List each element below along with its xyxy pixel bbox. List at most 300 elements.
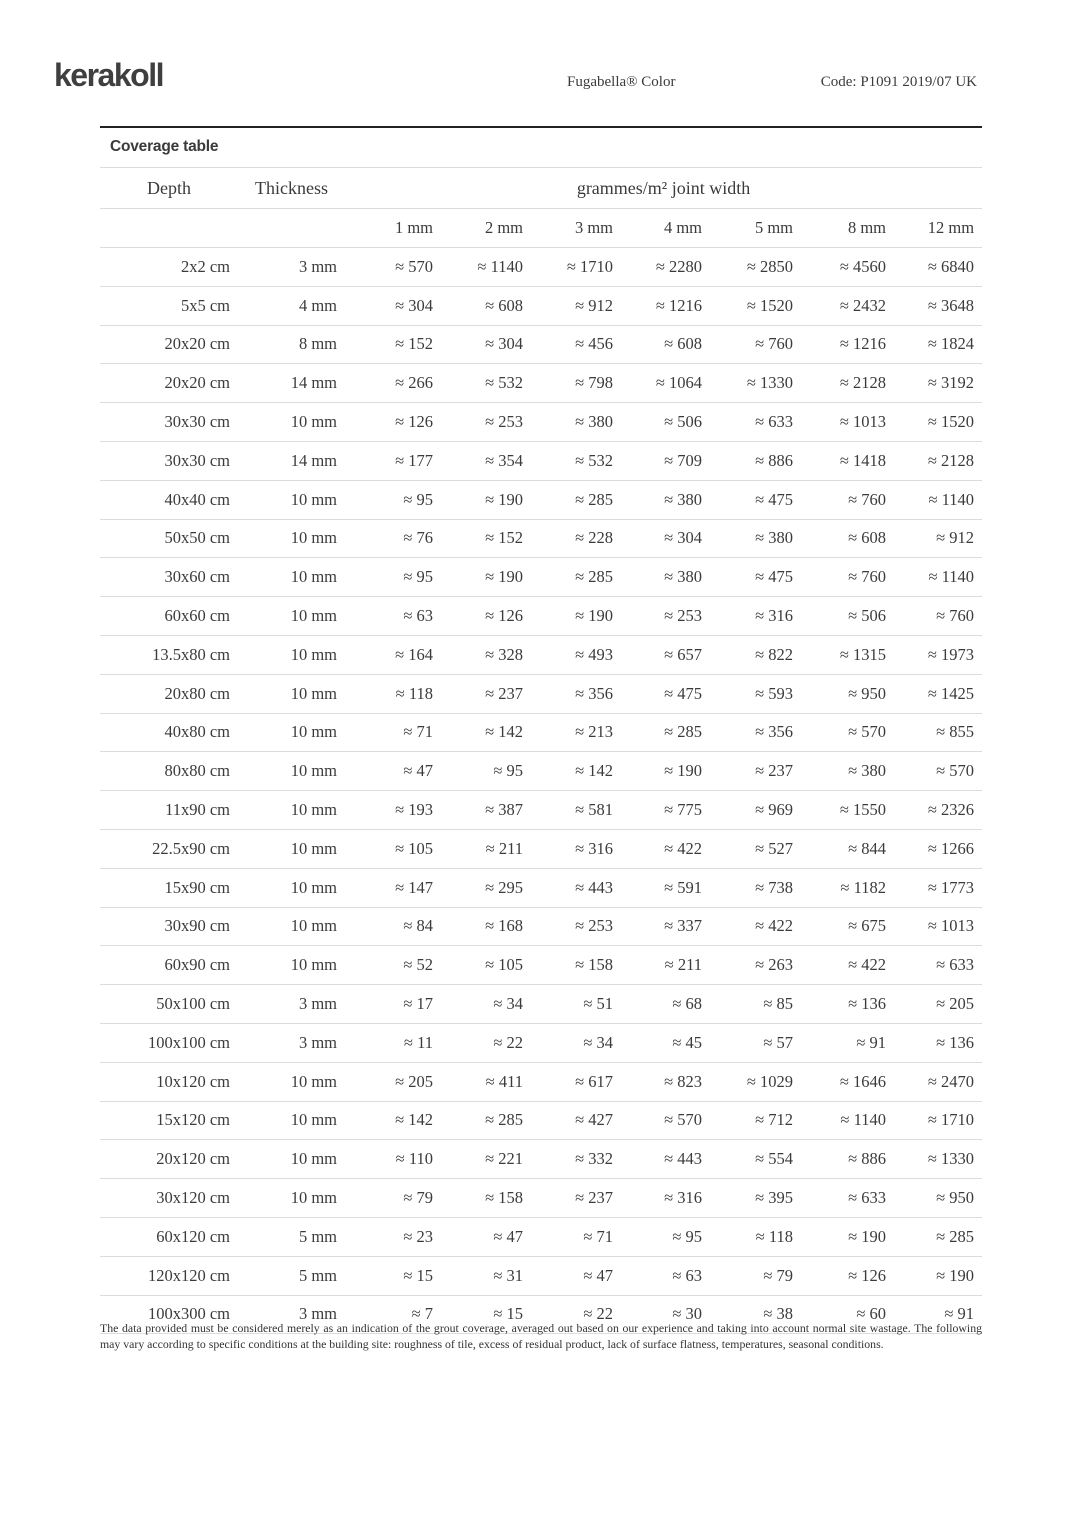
coverage-value-cell: ≈ 79 [345,1179,441,1218]
coverage-value-cell: ≈ 158 [531,946,621,985]
coverage-value-cell: ≈ 1029 [710,1062,801,1101]
col-header-5mm: 5 mm [710,209,801,248]
coverage-value-cell: ≈ 443 [621,1140,710,1179]
coverage-value-cell: ≈ 304 [441,325,531,364]
coverage-value-cell: ≈ 886 [710,441,801,480]
coverage-value-cell: ≈ 1182 [801,868,894,907]
coverage-value-cell: ≈ 422 [621,829,710,868]
coverage-value-cell: ≈ 1520 [894,403,982,442]
table-row [100,868,982,907]
coverage-value-cell: ≈ 52 [345,946,441,985]
depth-cell: 100x100 cm [100,1023,238,1062]
coverage-value-cell: ≈ 105 [441,946,531,985]
coverage-value-cell: ≈ 912 [894,519,982,558]
coverage-value-cell: ≈ 760 [801,480,894,519]
coverage-value-cell: ≈ 91 [894,1295,982,1334]
empty-header-cell [100,209,238,248]
coverage-value-cell: ≈ 71 [531,1217,621,1256]
coverage-value-cell: ≈ 190 [894,1256,982,1295]
coverage-value-cell: ≈ 633 [801,1179,894,1218]
coverage-value-cell: ≈ 63 [621,1256,710,1295]
coverage-value-cell: ≈ 205 [345,1062,441,1101]
coverage-value-cell: ≈ 1773 [894,868,982,907]
coverage-value-cell: ≈ 1140 [894,558,982,597]
coverage-value-cell: ≈ 304 [345,286,441,325]
coverage-value-cell: ≈ 608 [441,286,531,325]
depth-cell: 40x80 cm [100,713,238,752]
coverage-value-cell: ≈ 2432 [801,286,894,325]
coverage-value-cell: ≈ 285 [531,558,621,597]
thickness-cell: 10 mm [238,1140,345,1179]
thickness-cell: 10 mm [238,907,345,946]
depth-cell: 30x120 cm [100,1179,238,1218]
coverage-value-cell: ≈ 1140 [801,1101,894,1140]
thickness-cell: 10 mm [238,674,345,713]
kerakoll-logo: kerakoll [54,57,163,93]
depth-cell: 22.5x90 cm [100,829,238,868]
coverage-value-cell: ≈ 532 [441,364,531,403]
coverage-value-cell: ≈ 4560 [801,248,894,287]
coverage-value-cell: ≈ 168 [441,907,531,946]
coverage-value-cell: ≈ 126 [441,597,531,636]
coverage-value-cell: ≈ 3192 [894,364,982,403]
coverage-value-cell: ≈ 253 [441,403,531,442]
coverage-value-cell: ≈ 253 [531,907,621,946]
coverage-value-cell: ≈ 228 [531,519,621,558]
coverage-value-cell: ≈ 844 [801,829,894,868]
thickness-cell: 14 mm [238,441,345,480]
coverage-value-cell: ≈ 177 [345,441,441,480]
coverage-value-cell: ≈ 15 [441,1295,531,1334]
coverage-value-cell: ≈ 22 [531,1295,621,1334]
coverage-value-cell: ≈ 30 [621,1295,710,1334]
table-row [100,286,982,325]
coverage-value-cell: ≈ 142 [345,1101,441,1140]
coverage-value-cell: ≈ 152 [441,519,531,558]
coverage-value-cell: ≈ 95 [345,558,441,597]
coverage-value-cell: ≈ 45 [621,1023,710,1062]
footnote: The data provided must be considered merely as an indication of the grout coverage, averaged out based on our experience and taking into account normal site wastage. The following may vary according to specific conditions at the building site: roughness of tile, excess of residual product, lack of surface flatness, temperatures, seasonal conditions. [100,1321,982,1351]
coverage-value-cell: ≈ 253 [621,597,710,636]
thickness-cell: 14 mm [238,364,345,403]
depth-cell: 11x90 cm [100,791,238,830]
coverage-value-cell: ≈ 95 [345,480,441,519]
coverage-value-cell: ≈ 617 [531,1062,621,1101]
coverage-value-cell: ≈ 411 [441,1062,531,1101]
coverage-value-cell: ≈ 285 [621,713,710,752]
table-row [100,829,982,868]
thickness-cell: 10 mm [238,791,345,830]
thickness-cell: 10 mm [238,558,345,597]
coverage-value-cell: ≈ 190 [441,558,531,597]
col-header-8mm: 8 mm [801,209,894,248]
coverage-value-cell: ≈ 237 [441,674,531,713]
col-header-depth: Depth [100,168,238,209]
thickness-cell: 10 mm [238,635,345,674]
table-row [100,1140,982,1179]
coverage-value-cell: ≈ 1315 [801,635,894,674]
table-row [100,985,982,1024]
table-row [100,791,982,830]
coverage-value-cell: ≈ 76 [345,519,441,558]
coverage-value-cell: ≈ 657 [621,635,710,674]
depth-cell: 50x50 cm [100,519,238,558]
empty-header-cell [238,209,345,248]
table-header-row-widths [100,209,982,248]
thickness-cell: 3 mm [238,985,345,1024]
coverage-value-cell: ≈ 950 [894,1179,982,1218]
coverage-value-cell: ≈ 263 [710,946,801,985]
thickness-cell: 10 mm [238,597,345,636]
table-row [100,635,982,674]
coverage-value-cell: ≈ 136 [801,985,894,1024]
coverage-value-cell: ≈ 85 [710,985,801,1024]
coverage-value-cell: ≈ 213 [531,713,621,752]
coverage-value-cell: ≈ 328 [441,635,531,674]
coverage-value-cell: ≈ 211 [621,946,710,985]
coverage-value-cell: ≈ 31 [441,1256,531,1295]
coverage-value-cell: ≈ 1013 [801,403,894,442]
coverage-value-cell: ≈ 475 [710,558,801,597]
table-row [100,1179,982,1218]
coverage-value-cell: ≈ 591 [621,868,710,907]
coverage-value-cell: ≈ 554 [710,1140,801,1179]
depth-cell: 20x120 cm [100,1140,238,1179]
coverage-value-cell: ≈ 475 [621,674,710,713]
table-row [100,558,982,597]
thickness-cell: 10 mm [238,829,345,868]
coverage-value-cell: ≈ 237 [531,1179,621,1218]
coverage-value-cell: ≈ 506 [801,597,894,636]
depth-cell: 2x2 cm [100,248,238,287]
depth-cell: 60x90 cm [100,946,238,985]
document-code: Code: P1091 2019/07 UK [820,74,977,90]
coverage-value-cell: ≈ 380 [801,752,894,791]
depth-cell: 30x90 cm [100,907,238,946]
table-title: Coverage table [100,128,982,168]
coverage-value-cell: ≈ 22 [441,1023,531,1062]
coverage-value-cell: ≈ 285 [441,1101,531,1140]
coverage-value-cell: ≈ 316 [710,597,801,636]
table-row [100,674,982,713]
depth-cell: 100x300 cm [100,1295,238,1334]
coverage-table [100,168,982,1334]
coverage-value-cell: ≈ 427 [531,1101,621,1140]
coverage-value-cell: ≈ 380 [621,480,710,519]
coverage-value-cell: ≈ 147 [345,868,441,907]
table-row [100,403,982,442]
col-header-12mm: 12 mm [894,209,982,248]
depth-cell: 60x60 cm [100,597,238,636]
depth-cell: 30x60 cm [100,558,238,597]
coverage-value-cell: ≈ 1520 [710,286,801,325]
table-row [100,519,982,558]
thickness-cell: 10 mm [238,480,345,519]
coverage-value-cell: ≈ 760 [894,597,982,636]
coverage-value-cell: ≈ 969 [710,791,801,830]
coverage-value-cell: ≈ 7 [345,1295,441,1334]
table-row [100,441,982,480]
coverage-value-cell: ≈ 38 [710,1295,801,1334]
coverage-value-cell: ≈ 295 [441,868,531,907]
coverage-value-cell: ≈ 1550 [801,791,894,830]
coverage-value-cell: ≈ 1140 [894,480,982,519]
coverage-value-cell: ≈ 23 [345,1217,441,1256]
table-row [100,1101,982,1140]
coverage-value-cell: ≈ 110 [345,1140,441,1179]
depth-cell: 13.5x80 cm [100,635,238,674]
coverage-value-cell: ≈ 443 [531,868,621,907]
coverage-value-cell: ≈ 1418 [801,441,894,480]
coverage-table-section [100,126,982,1334]
coverage-value-cell: ≈ 608 [801,519,894,558]
coverage-value-cell: ≈ 608 [621,325,710,364]
coverage-value-cell: ≈ 79 [710,1256,801,1295]
coverage-value-cell: ≈ 822 [710,635,801,674]
table-row [100,907,982,946]
col-header-2mm: 2 mm [441,209,531,248]
coverage-value-cell: ≈ 164 [345,635,441,674]
depth-cell: 60x120 cm [100,1217,238,1256]
coverage-value-cell: ≈ 57 [710,1023,801,1062]
coverage-value-cell: ≈ 356 [531,674,621,713]
depth-cell: 20x80 cm [100,674,238,713]
coverage-value-cell: ≈ 912 [531,286,621,325]
coverage-value-cell: ≈ 950 [801,674,894,713]
thickness-cell: 3 mm [238,1023,345,1062]
coverage-value-cell: ≈ 17 [345,985,441,1024]
thickness-cell: 10 mm [238,1179,345,1218]
coverage-value-cell: ≈ 285 [531,480,621,519]
coverage-value-cell: ≈ 152 [345,325,441,364]
depth-cell: 20x20 cm [100,364,238,403]
coverage-value-cell: ≈ 1330 [710,364,801,403]
coverage-value-cell: ≈ 190 [441,480,531,519]
coverage-value-cell: ≈ 675 [801,907,894,946]
table-row [100,1217,982,1256]
coverage-value-cell: ≈ 47 [441,1217,531,1256]
coverage-value-cell: ≈ 60 [801,1295,894,1334]
table-row [100,480,982,519]
thickness-cell: 10 mm [238,1062,345,1101]
thickness-cell: 10 mm [238,752,345,791]
coverage-value-cell: ≈ 118 [710,1217,801,1256]
table-row [100,1062,982,1101]
coverage-value-cell: ≈ 709 [621,441,710,480]
coverage-value-cell: ≈ 633 [710,403,801,442]
depth-cell: 40x40 cm [100,480,238,519]
coverage-value-cell: ≈ 1140 [441,248,531,287]
thickness-cell: 10 mm [238,403,345,442]
coverage-value-cell: ≈ 886 [801,1140,894,1179]
coverage-value-cell: ≈ 395 [710,1179,801,1218]
table-row [100,325,982,364]
col-header-thickness: Thickness [238,168,345,209]
coverage-value-cell: ≈ 760 [801,558,894,597]
coverage-value-cell: ≈ 760 [710,325,801,364]
coverage-value-cell: ≈ 285 [894,1217,982,1256]
coverage-value-cell: ≈ 387 [441,791,531,830]
coverage-value-cell: ≈ 380 [621,558,710,597]
depth-cell: 30x30 cm [100,441,238,480]
coverage-value-cell: ≈ 47 [345,752,441,791]
coverage-value-cell: ≈ 266 [345,364,441,403]
table-row [100,1256,982,1295]
coverage-value-cell: ≈ 570 [621,1101,710,1140]
coverage-value-cell: ≈ 1710 [531,248,621,287]
coverage-value-cell: ≈ 190 [801,1217,894,1256]
coverage-value-cell: ≈ 136 [894,1023,982,1062]
coverage-value-cell: ≈ 1216 [801,325,894,364]
col-group-header-joint-width: grammes/m² joint width [345,168,982,209]
thickness-cell: 10 mm [238,1101,345,1140]
coverage-value-cell: ≈ 205 [894,985,982,1024]
coverage-value-cell: ≈ 71 [345,713,441,752]
depth-cell: 30x30 cm [100,403,238,442]
depth-cell: 80x80 cm [100,752,238,791]
coverage-value-cell: ≈ 237 [710,752,801,791]
coverage-value-cell: ≈ 532 [531,441,621,480]
table-row [100,1023,982,1062]
coverage-value-cell: ≈ 775 [621,791,710,830]
coverage-table-body [100,248,982,1334]
coverage-value-cell: ≈ 95 [441,752,531,791]
coverage-value-cell: ≈ 63 [345,597,441,636]
product-name: Fugabella® Color [567,74,676,90]
thickness-cell: 8 mm [238,325,345,364]
coverage-value-cell: ≈ 593 [710,674,801,713]
coverage-value-cell: ≈ 126 [345,403,441,442]
coverage-value-cell: ≈ 712 [710,1101,801,1140]
depth-cell: 50x100 cm [100,985,238,1024]
coverage-value-cell: ≈ 422 [801,946,894,985]
coverage-value-cell: ≈ 855 [894,713,982,752]
thickness-cell: 3 mm [238,1295,345,1334]
table-row [100,752,982,791]
coverage-value-cell: ≈ 211 [441,829,531,868]
thickness-cell: 4 mm [238,286,345,325]
depth-cell: 10x120 cm [100,1062,238,1101]
depth-cell: 15x120 cm [100,1101,238,1140]
table-row [100,946,982,985]
coverage-value-cell: ≈ 354 [441,441,531,480]
depth-cell: 15x90 cm [100,868,238,907]
coverage-value-cell: ≈ 51 [531,985,621,1024]
coverage-value-cell: ≈ 332 [531,1140,621,1179]
thickness-cell: 3 mm [238,248,345,287]
coverage-value-cell: ≈ 1646 [801,1062,894,1101]
table-row [100,713,982,752]
depth-cell: 5x5 cm [100,286,238,325]
coverage-value-cell: ≈ 1973 [894,635,982,674]
coverage-value-cell: ≈ 475 [710,480,801,519]
coverage-value-cell: ≈ 68 [621,985,710,1024]
coverage-value-cell: ≈ 6840 [894,248,982,287]
coverage-value-cell: ≈ 1266 [894,829,982,868]
coverage-value-cell: ≈ 34 [531,1023,621,1062]
coverage-value-cell: ≈ 1064 [621,364,710,403]
col-header-3mm: 3 mm [531,209,621,248]
table-row [100,364,982,403]
coverage-value-cell: ≈ 1330 [894,1140,982,1179]
coverage-value-cell: ≈ 15 [345,1256,441,1295]
coverage-value-cell: ≈ 798 [531,364,621,403]
coverage-value-cell: ≈ 304 [621,519,710,558]
coverage-value-cell: ≈ 316 [531,829,621,868]
coverage-value-cell: ≈ 456 [531,325,621,364]
thickness-cell: 5 mm [238,1256,345,1295]
coverage-value-cell: ≈ 118 [345,674,441,713]
coverage-value-cell: ≈ 2128 [894,441,982,480]
coverage-value-cell: ≈ 570 [345,248,441,287]
coverage-value-cell: ≈ 506 [621,403,710,442]
coverage-value-cell: ≈ 316 [621,1179,710,1218]
coverage-value-cell: ≈ 1013 [894,907,982,946]
thickness-cell: 10 mm [238,519,345,558]
coverage-value-cell: ≈ 142 [531,752,621,791]
coverage-value-cell: ≈ 823 [621,1062,710,1101]
coverage-value-cell: ≈ 633 [894,946,982,985]
coverage-value-cell: ≈ 380 [531,403,621,442]
table-row [100,597,982,636]
coverage-value-cell: ≈ 105 [345,829,441,868]
coverage-value-cell: ≈ 527 [710,829,801,868]
coverage-value-cell: ≈ 2850 [710,248,801,287]
coverage-value-cell: ≈ 1710 [894,1101,982,1140]
coverage-value-cell: ≈ 2128 [801,364,894,403]
coverage-value-cell: ≈ 158 [441,1179,531,1218]
coverage-value-cell: ≈ 95 [621,1217,710,1256]
col-header-1mm: 1 mm [345,209,441,248]
coverage-value-cell: ≈ 570 [801,713,894,752]
thickness-cell: 10 mm [238,946,345,985]
coverage-value-cell: ≈ 1824 [894,325,982,364]
coverage-value-cell: ≈ 84 [345,907,441,946]
thickness-cell: 10 mm [238,713,345,752]
col-header-4mm: 4 mm [621,209,710,248]
coverage-value-cell: ≈ 493 [531,635,621,674]
coverage-value-cell: ≈ 738 [710,868,801,907]
coverage-value-cell: ≈ 91 [801,1023,894,1062]
coverage-value-cell: ≈ 221 [441,1140,531,1179]
coverage-value-cell: ≈ 2326 [894,791,982,830]
coverage-value-cell: ≈ 422 [710,907,801,946]
depth-cell: 20x20 cm [100,325,238,364]
coverage-value-cell: ≈ 190 [621,752,710,791]
coverage-value-cell: ≈ 142 [441,713,531,752]
coverage-value-cell: ≈ 126 [801,1256,894,1295]
coverage-value-cell: ≈ 2470 [894,1062,982,1101]
coverage-value-cell: ≈ 1425 [894,674,982,713]
coverage-value-cell: ≈ 380 [710,519,801,558]
coverage-value-cell: ≈ 337 [621,907,710,946]
thickness-cell: 5 mm [238,1217,345,1256]
coverage-value-cell: ≈ 581 [531,791,621,830]
thickness-cell: 10 mm [238,868,345,907]
coverage-value-cell: ≈ 2280 [621,248,710,287]
table-header-row-main [100,168,982,209]
coverage-value-cell: ≈ 3648 [894,286,982,325]
coverage-value-cell: ≈ 356 [710,713,801,752]
coverage-value-cell: ≈ 47 [531,1256,621,1295]
coverage-value-cell: ≈ 190 [531,597,621,636]
coverage-value-cell: ≈ 11 [345,1023,441,1062]
depth-cell: 120x120 cm [100,1256,238,1295]
coverage-value-cell: ≈ 193 [345,791,441,830]
coverage-value-cell: ≈ 570 [894,752,982,791]
coverage-value-cell: ≈ 1216 [621,286,710,325]
coverage-value-cell: ≈ 34 [441,985,531,1024]
